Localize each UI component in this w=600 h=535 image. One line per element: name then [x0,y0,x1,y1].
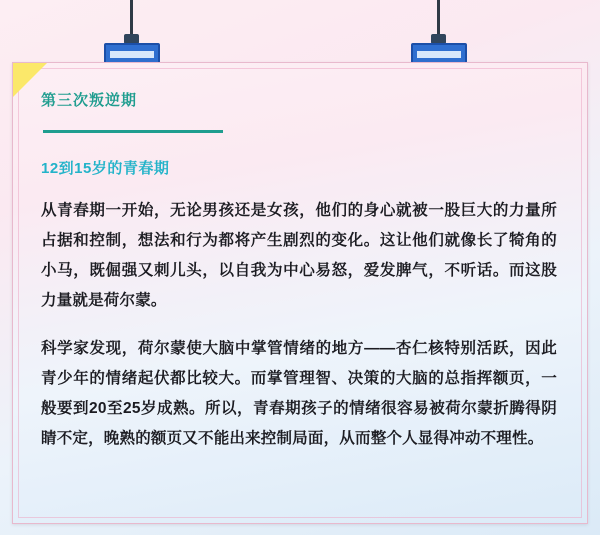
page-title: 第三次叛逆期 [41,92,138,109]
paper-sheet [12,62,588,524]
article-content [41,89,557,454]
paragraph: 科学家发现，荷尔蒙使大脑中掌管情绪的地方——杏仁核特别活跃，因此青少年的情绪起伏都比较大。而掌管理智、决策的大脑的总指挥额页，一般要到20至25岁成熟。所以，青春期孩子的情绪很容易被荷尔蒙折腾得阴睛不定，晚熟的额页又不能出来控制局面，从而整个人显得冲动不理性。 [41,340,557,447]
hanger-clip-right [411,0,467,70]
section-subtitle: 12到15岁的青春期 [41,160,170,177]
hanger-rod-icon [130,0,133,36]
hanger-rod-icon [437,0,440,36]
paragraph: 从青春期一开始，无论男孩还是女孩，他们的身心就被一股巨大的力量所占据和控制，想法和行为都将产生剧烈的变化。这让他们就像长了犄角的小马，既倔强又刺儿头，以自我为中心易怒，爱发脾气，不听话。而这股力量就是荷尔蒙。 [41,202,557,309]
title-divider [43,130,223,133]
hanger-clip-left [104,0,160,70]
